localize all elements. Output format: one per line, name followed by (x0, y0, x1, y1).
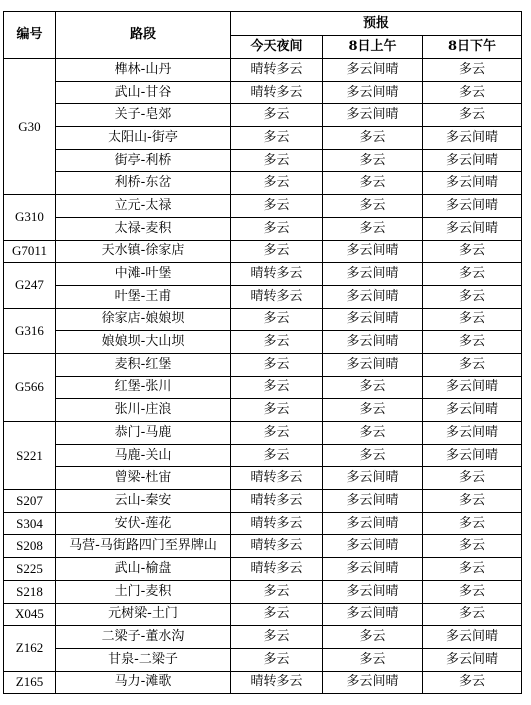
route-cell: 马力-滩歌 (56, 671, 231, 694)
table-row (4, 603, 522, 626)
route-cell: 二梁子-董水沟 (56, 626, 231, 649)
route-cell: 云山-秦安 (56, 490, 231, 513)
morning-cell: 多云 (323, 444, 423, 467)
afternoon-cell: 多云 (423, 240, 522, 263)
route-cell: 甘泉-二梁子 (56, 648, 231, 671)
road-code-cell: G566 (4, 353, 56, 421)
morning-cell: 多云 (323, 127, 423, 150)
route-cell: 关子-皂郊 (56, 104, 231, 127)
header-forecast: 预报 (231, 12, 522, 36)
tonight-cell: 多云 (231, 399, 323, 422)
road-code-cell: G316 (4, 308, 56, 353)
afternoon-cell: 多云间晴 (423, 399, 522, 422)
table-row (4, 308, 522, 331)
table-row (4, 467, 522, 490)
afternoon-cell: 多云 (423, 512, 522, 535)
afternoon-cell: 多云间晴 (423, 127, 522, 150)
route-cell: 元树梁-土门 (56, 603, 231, 626)
table-row (4, 512, 522, 535)
road-code-cell: G30 (4, 59, 56, 195)
route-cell: 街亭-利桥 (56, 149, 231, 172)
afternoon-cell: 多云间晴 (423, 444, 522, 467)
morning-cell: 多云间晴 (323, 353, 423, 376)
route-cell: 娘娘坝-大山坝 (56, 331, 231, 354)
afternoon-cell: 多云 (423, 535, 522, 558)
route-cell: 麦积-红堡 (56, 353, 231, 376)
route-cell: 立元-太禄 (56, 195, 231, 218)
tonight-cell: 多云 (231, 331, 323, 354)
tonight-cell: 多云 (231, 217, 323, 240)
route-cell: 叶堡-王甫 (56, 285, 231, 308)
morning-cell: 多云间晴 (323, 285, 423, 308)
morning-cell: 多云间晴 (323, 467, 423, 490)
afternoon-cell: 多云 (423, 308, 522, 331)
road-code-cell: X045 (4, 603, 56, 626)
afternoon-cell: 多云 (423, 59, 522, 82)
morning-cell: 多云间晴 (323, 580, 423, 603)
route-cell: 红堡-张川 (56, 376, 231, 399)
morning-cell: 多云间晴 (323, 558, 423, 581)
morning-cell: 多云 (323, 172, 423, 195)
afternoon-cell: 多云 (423, 467, 522, 490)
table-row (4, 376, 522, 399)
road-code-cell: S221 (4, 422, 56, 490)
afternoon-cell: 多云 (423, 331, 522, 354)
tonight-cell: 晴转多云 (231, 59, 323, 82)
table-row (4, 580, 522, 603)
morning-cell: 多云 (323, 217, 423, 240)
table-row (4, 558, 522, 581)
tonight-cell: 多云 (231, 353, 323, 376)
route-cell: 徐家店-娘娘坝 (56, 308, 231, 331)
morning-cell: 多云 (323, 149, 423, 172)
afternoon-cell: 多云间晴 (423, 217, 522, 240)
route-cell: 天水镇-徐家店 (56, 240, 231, 263)
tonight-cell: 多云 (231, 580, 323, 603)
route-cell: 榫林-山丹 (56, 59, 231, 82)
table-row (4, 172, 522, 195)
route-cell: 恭门-马鹿 (56, 422, 231, 445)
afternoon-cell: 多云间晴 (423, 422, 522, 445)
table-row (4, 149, 522, 172)
road-weather-forecast-table (3, 11, 522, 694)
table-row (4, 490, 522, 513)
afternoon-cell: 多云间晴 (423, 195, 522, 218)
route-cell: 武山-甘谷 (56, 81, 231, 104)
road-code-cell: G310 (4, 195, 56, 240)
tonight-cell: 晴转多云 (231, 490, 323, 513)
morning-cell: 多云间晴 (323, 490, 423, 513)
table-row (4, 81, 522, 104)
afternoon-cell: 多云 (423, 263, 522, 286)
table-row (4, 195, 522, 218)
header-morning: 8日上午 (323, 36, 423, 59)
afternoon-cell: 多云 (423, 490, 522, 513)
header-tonight: 今天夜间 (231, 36, 323, 59)
tonight-cell: 多云 (231, 603, 323, 626)
morning-cell: 多云间晴 (323, 535, 423, 558)
tonight-cell: 晴转多云 (231, 512, 323, 535)
tonight-cell: 多云 (231, 648, 323, 671)
road-code-cell: G247 (4, 263, 56, 308)
morning-cell: 多云 (323, 648, 423, 671)
tonight-cell: 多云 (231, 626, 323, 649)
morning-cell: 多云间晴 (323, 59, 423, 82)
road-code-cell: Z165 (4, 671, 56, 694)
table-row (4, 422, 522, 445)
route-cell: 张川-庄浪 (56, 399, 231, 422)
table-row (4, 127, 522, 150)
table-row (4, 399, 522, 422)
route-cell: 马营-马街路四门至界牌山 (56, 535, 231, 558)
morning-cell: 多云 (323, 399, 423, 422)
afternoon-cell: 多云间晴 (423, 626, 522, 649)
afternoon-cell: 多云 (423, 353, 522, 376)
road-code-cell: S208 (4, 535, 56, 558)
afternoon-cell: 多云 (423, 104, 522, 127)
afternoon-cell: 多云 (423, 81, 522, 104)
road-code-cell: S207 (4, 490, 56, 513)
morning-cell: 多云 (323, 376, 423, 399)
table-row (4, 263, 522, 286)
afternoon-cell: 多云 (423, 671, 522, 694)
table-row (4, 535, 522, 558)
tonight-cell: 多云 (231, 172, 323, 195)
tonight-cell: 晴转多云 (231, 558, 323, 581)
afternoon-cell: 多云 (423, 285, 522, 308)
tonight-cell: 晴转多云 (231, 285, 323, 308)
route-cell: 曾梁-杜宙 (56, 467, 231, 490)
afternoon-cell: 多云 (423, 558, 522, 581)
tonight-cell: 晴转多云 (231, 81, 323, 104)
table-row (4, 59, 522, 82)
tonight-cell: 晴转多云 (231, 671, 323, 694)
header-route: 路段 (56, 12, 231, 59)
afternoon-cell: 多云 (423, 580, 522, 603)
morning-cell: 多云间晴 (323, 331, 423, 354)
morning-cell: 多云间晴 (323, 263, 423, 286)
route-cell: 利桥-东岔 (56, 172, 231, 195)
table-row (4, 648, 522, 671)
route-cell: 马鹿-关山 (56, 444, 231, 467)
tonight-cell: 晴转多云 (231, 535, 323, 558)
table-row (4, 331, 522, 354)
table-row (4, 626, 522, 649)
route-cell: 中滩-叶堡 (56, 263, 231, 286)
route-cell: 土门-麦积 (56, 580, 231, 603)
afternoon-cell: 多云间晴 (423, 149, 522, 172)
road-code-cell: S225 (4, 558, 56, 581)
table-row (4, 104, 522, 127)
road-code-cell: G7011 (4, 240, 56, 263)
table-row (4, 671, 522, 694)
tonight-cell: 多云 (231, 308, 323, 331)
table-body (4, 59, 522, 694)
header-code: 编号 (4, 12, 56, 59)
route-cell: 安伏-莲花 (56, 512, 231, 535)
route-cell: 太禄-麦积 (56, 217, 231, 240)
morning-cell: 多云间晴 (323, 512, 423, 535)
tonight-cell: 多云 (231, 376, 323, 399)
morning-cell: 多云间晴 (323, 240, 423, 263)
route-cell: 太阳山-街亭 (56, 127, 231, 150)
header-afternoon: 8日下午 (423, 36, 522, 59)
table-row (4, 353, 522, 376)
road-code-cell: S218 (4, 580, 56, 603)
tonight-cell: 多云 (231, 195, 323, 218)
morning-cell: 多云 (323, 626, 423, 649)
tonight-cell: 多云 (231, 444, 323, 467)
morning-cell: 多云间晴 (323, 104, 423, 127)
route-cell: 武山-榆盘 (56, 558, 231, 581)
afternoon-cell: 多云间晴 (423, 376, 522, 399)
table-row (4, 217, 522, 240)
morning-cell: 多云 (323, 195, 423, 218)
afternoon-cell: 多云间晴 (423, 172, 522, 195)
morning-cell: 多云间晴 (323, 81, 423, 104)
afternoon-cell: 多云 (423, 603, 522, 626)
afternoon-cell: 多云间晴 (423, 648, 522, 671)
table-row (4, 240, 522, 263)
tonight-cell: 多云 (231, 422, 323, 445)
table-row (4, 285, 522, 308)
header-row (4, 12, 522, 36)
table-row (4, 444, 522, 467)
tonight-cell: 多云 (231, 149, 323, 172)
tonight-cell: 晴转多云 (231, 263, 323, 286)
tonight-cell: 多云 (231, 104, 323, 127)
tonight-cell: 晴转多云 (231, 467, 323, 490)
road-code-cell: S304 (4, 512, 56, 535)
morning-cell: 多云间晴 (323, 671, 423, 694)
tonight-cell: 多云 (231, 127, 323, 150)
morning-cell: 多云间晴 (323, 308, 423, 331)
tonight-cell: 多云 (231, 240, 323, 263)
morning-cell: 多云 (323, 422, 423, 445)
header-edge-mark (521, 34, 522, 54)
road-code-cell: Z162 (4, 626, 56, 671)
morning-cell: 多云间晴 (323, 603, 423, 626)
